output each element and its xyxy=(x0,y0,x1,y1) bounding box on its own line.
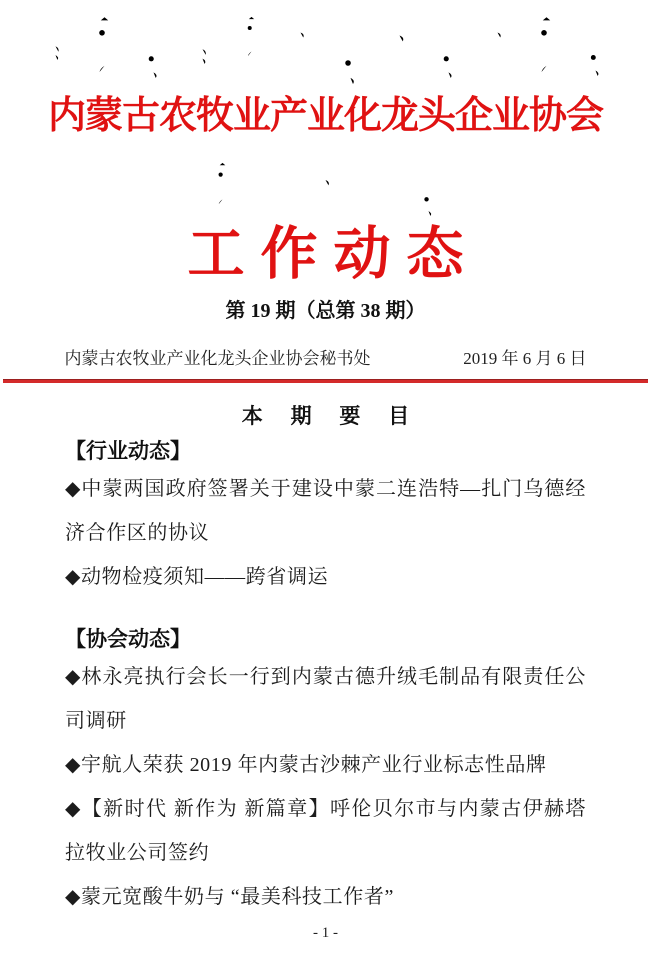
mongolian-word-icon xyxy=(341,16,360,84)
toc-heading: 本 期 要 目 xyxy=(241,405,421,428)
mongolian-word-icon xyxy=(95,16,114,72)
masthead-divider xyxy=(3,379,648,383)
mongolian-word-icon xyxy=(242,16,261,56)
section-title: 【协会动态】 xyxy=(65,628,191,651)
toc-content xyxy=(65,437,586,919)
mongolian-word-icon xyxy=(316,162,335,186)
mongolian-word-icon xyxy=(193,16,212,64)
mongolian-script-row-sub xyxy=(213,162,438,218)
mongolian-word-icon xyxy=(291,16,310,38)
bulletin-title: 工作动态 xyxy=(187,223,480,286)
publisher-name: 内蒙古农牧业产业化龙头企业协会秘书处 xyxy=(64,349,371,368)
toc-item: ◆【新时代 新作为 新篇章】呼伦贝尔市与内蒙古伊赫塔拉牧业公司签约 xyxy=(65,798,586,864)
mongolian-word-icon xyxy=(586,16,605,76)
section-association-news xyxy=(65,625,586,919)
mongolian-word-icon xyxy=(419,162,438,216)
mongolian-word-icon xyxy=(488,16,507,38)
mongolian-word-icon xyxy=(537,16,556,72)
mongolian-script-row-top xyxy=(46,16,606,86)
mongolian-word-icon xyxy=(46,16,65,60)
toc-item: ◆中蒙两国政府签署关于建设中蒙二连浩特—扎门乌德经济合作区的协议 xyxy=(65,478,586,544)
section-industry-news xyxy=(65,437,586,599)
section-title: 【行业动态】 xyxy=(65,440,191,463)
mongolian-word-icon xyxy=(213,162,232,204)
mongolian-word-icon xyxy=(439,16,458,78)
org-name: 内蒙古农牧业产业化龙头企业协会 xyxy=(47,95,603,137)
mongolian-word-icon xyxy=(144,16,163,78)
page-number: - 1 - xyxy=(313,925,338,941)
toc-item: ◆林永亮执行会长一行到内蒙古德升绒毛制品有限责任公司调研 xyxy=(65,666,586,732)
issue-number: 第 19 期（总第 38 期） xyxy=(225,300,426,322)
toc-item: ◆蒙元宽酸牛奶与 “最美科技工作者” xyxy=(65,886,394,908)
toc-item: ◆动物检疫须知——跨省调运 xyxy=(65,566,329,588)
mongolian-word-icon xyxy=(390,16,409,42)
publication-date: 2019 年 6 月 6 日 xyxy=(463,349,587,368)
toc-item: ◆宇航人荣获 2019 年内蒙古沙棘产业行业标志性品牌 xyxy=(65,754,547,776)
publisher-row xyxy=(65,348,587,370)
